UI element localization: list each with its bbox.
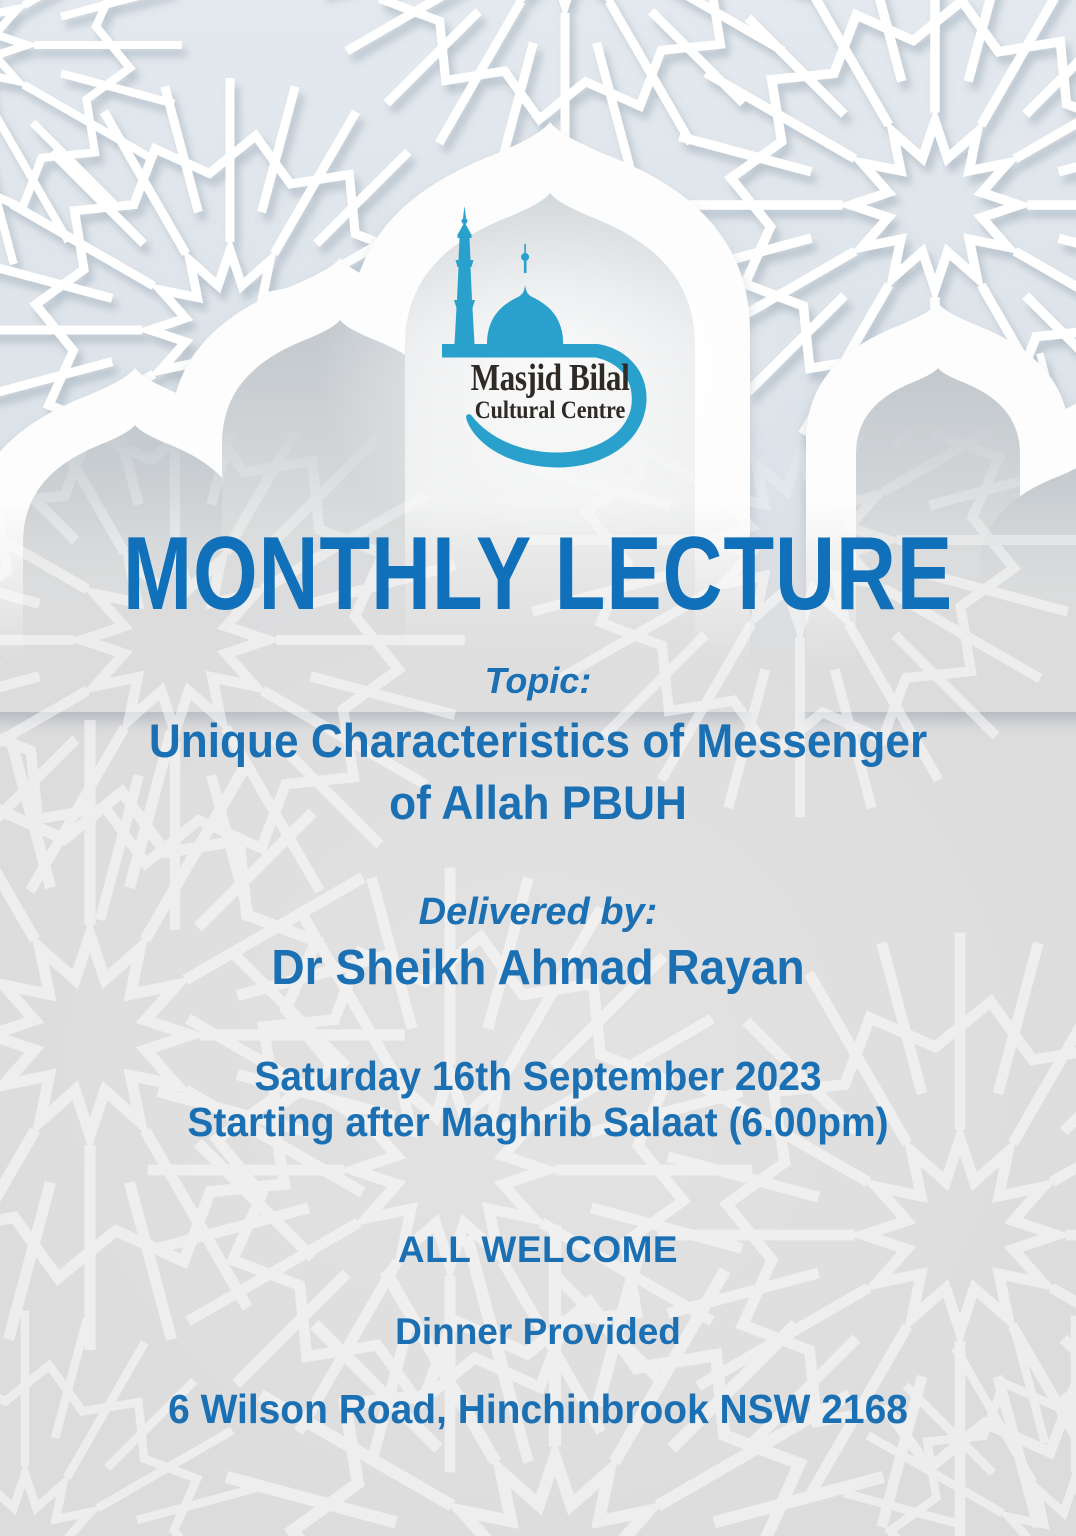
speaker-name: Dr Sheikh Ahmad Rayan xyxy=(271,941,805,995)
masjid-bilal-logo xyxy=(430,204,670,474)
welcome-text: ALL WELCOME xyxy=(397,1229,679,1270)
event-date: Saturday 16th September 2023 xyxy=(254,1053,822,1099)
address-text: 6 Wilson Road, Hinchinbrook NSW 2168 xyxy=(168,1386,908,1432)
logo-name: Masjid Bilal xyxy=(470,357,630,399)
speaker-label: Delivered by: xyxy=(418,891,658,933)
logo-subtitle: Cultural Centre xyxy=(474,397,626,424)
topic-line-1: Unique Characteristics of Messenger xyxy=(148,714,928,767)
topic-label: Topic: xyxy=(484,660,592,701)
mosque-dome-minaret-icon xyxy=(430,204,670,474)
event-time: Starting after Maghrib Salaat (6.00pm) xyxy=(187,1099,889,1145)
dinner-text: Dinner Provided xyxy=(395,1311,681,1352)
poster-title: MONTHLY LECTURE xyxy=(122,516,954,632)
topic-line-2: of Allah PBUH xyxy=(389,776,687,829)
